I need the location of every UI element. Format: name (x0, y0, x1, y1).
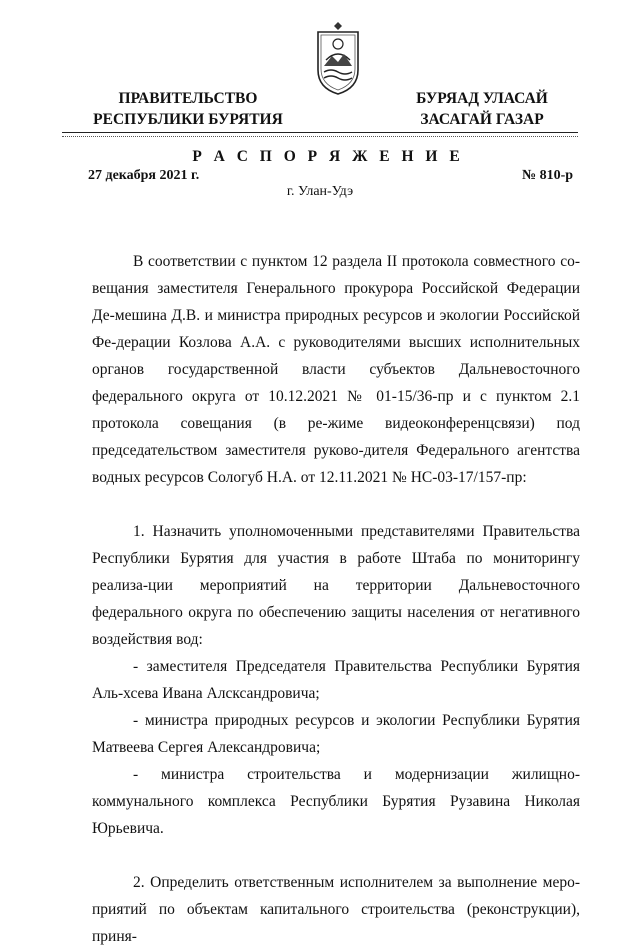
header-right-line1: БУРЯАД УЛАСАЙ (416, 90, 548, 107)
header-right (392, 88, 572, 130)
header-left (88, 88, 288, 130)
document-number: № 810-р (522, 168, 574, 183)
list-item: - министра строительства и модернизации жилищно-коммунального комплекса Республики Бурятия Рузавина Николая Юрьевича. (92, 766, 580, 837)
header-divider (62, 132, 578, 133)
document-city: г. Улан-Удэ (286, 184, 354, 199)
header-left-line2: РЕСПУБЛИКИ БУРЯТИЯ (93, 111, 283, 128)
paragraph-item-1: 1. Назначить уполномоченными представителями Правительства Республики Бурятия для участия в работе Штаба по мониторингу реализа-ции мероприятий на территории Дальневосточного федерального округа по обеспечению защиты населения от негативного воздействия вод: (92, 523, 580, 648)
document-date: 27 декабря 2021 г. (88, 168, 200, 183)
paragraph-item-2: 2. Определить ответственным исполнителем за выполнение меро-приятий по объектам капитального строительства (реконструкции), приня- (92, 874, 580, 945)
document-title: Р А С П О Р Я Ж Е Н И Е (192, 148, 464, 165)
header-left-line1: ПРАВИТЕЛЬСТВО (118, 90, 258, 107)
header-divider-dotted (62, 136, 578, 137)
list-item: - министра природных ресурсов и экологии Республики Бурятия Матвеева Сергея Александровича; (92, 712, 580, 756)
document-body (92, 248, 580, 950)
paragraph-intro: В соответствии с пунктом 12 раздела II протокола совместного со-вещания заместителя Генерального прокурора Российской Федерации Де-мешина Д.В. и министра природных ресурсов и экологии Российской Фе-дерации Козлова А.А. с руководителями высших исполнительных органов государственной власти субъектов Дальневосточного федерального округа от 10.12.2021 № 01-15/36-пр и с пунктом 2.1 протокола совещания (в ре-жиме видеоконференцсвязи) под председательством заместителя руково-дителя Федерального агентства водных ресурсов Сологуб Н.А. от 12.11.2021 № НС-03-17/157-пр: (92, 253, 580, 486)
coat-of-arms-emblem-icon (314, 22, 362, 96)
header-right-line2: ЗАСАГАЙ ГАЗАР (420, 111, 544, 128)
list-item: - заместителя Председателя Правительства Республики Бурятия Аль-хсева Ивана Алсксандровича; (92, 658, 580, 702)
